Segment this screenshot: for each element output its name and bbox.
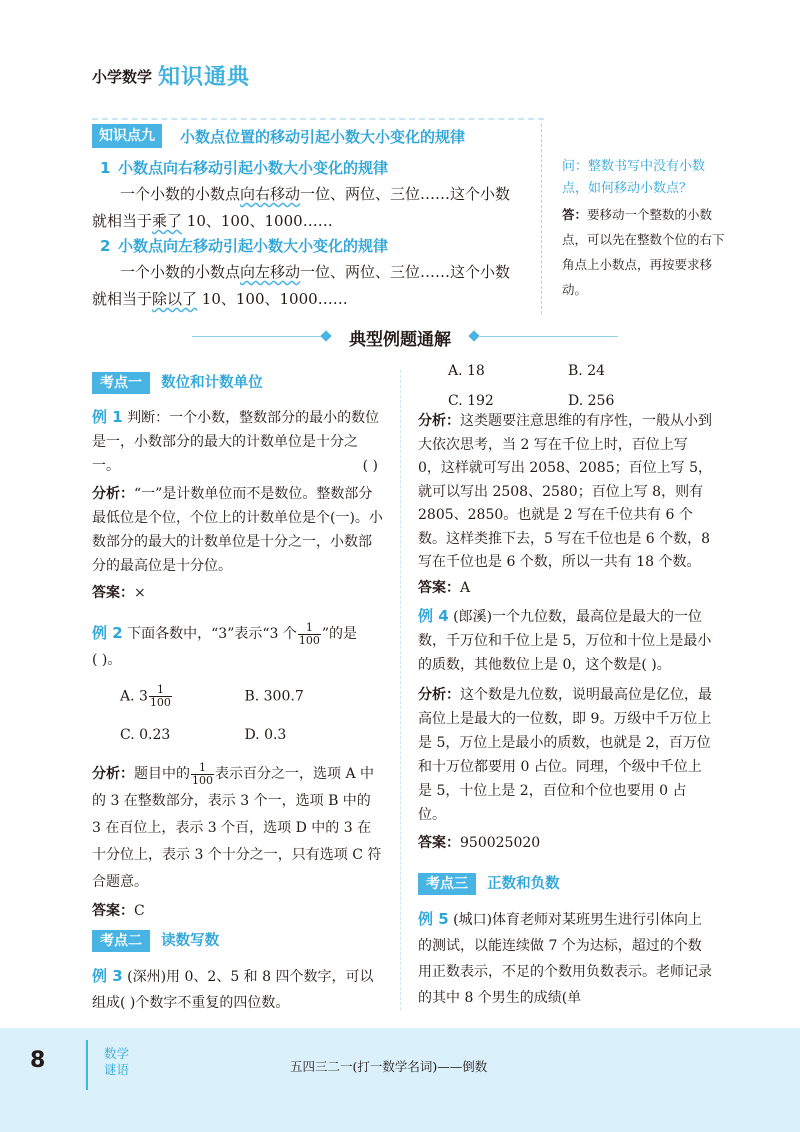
rule-paragraph-1-cont (92, 208, 522, 235)
kaodian-title: 读数写数 (161, 933, 220, 949)
analysis-text: 这个数是九位数，说明最高位是亿位，最高位上是最大的一位数，即 9。万级中千万位上是 5，万位上是最小的质数，也就是 2，百万位和十万位都要用 0 占位。同理，个级中千位上是 5，十位上是 2，百位和个位也要用 0 占位。 (418, 687, 712, 823)
answer-label: 答： (562, 207, 588, 222)
example-label: 例 2 (92, 624, 123, 642)
answer-paren: ( ) (362, 458, 378, 474)
example-3 (92, 963, 384, 1016)
sub-heading-text: 小数点向右移动引起小数大小变化的规律 (118, 159, 389, 177)
sidenote-question: 问：整数书写中没有小数点，如何移动小数点？ (562, 159, 706, 196)
rule-emphasis: 向右移动 (240, 185, 301, 203)
example-text: ”的是 (321, 626, 358, 642)
example-label: 例 5 (418, 910, 449, 928)
option-d: D. 256 (568, 393, 615, 409)
answer-paren: ( )。 (92, 652, 122, 668)
analysis-text: 这类题要注意思维的有序性，一般从小到大依次思考，当 2 写在千位上时，百位上写 0，这样就可写出 2058、2085；百位上写 5，就可以写出 2508、2580；百位上写 8，则有 2805、2850。也就是 2 写在千位共有 6 个数。这样类推下去，5 写在千位也是 6 个数，8 写在千位也是 6 个数，所以一共有 18 个数。 (418, 413, 712, 570)
rule-paragraph-2-cont (92, 286, 522, 313)
options-row-1 (92, 684, 384, 714)
analysis-text: 表示百分之一，选项 A 中的 3 在整数部分，表示 3 个一，选项 B 中的 3 在百位上，表示 3 个百，选项 D 中的 3 在十分位上，表示 3 个十分之一，只有选项 C 符合题意。 (92, 766, 382, 890)
kaodian-1 (92, 371, 263, 394)
answer-label: 答案： (418, 579, 460, 596)
kaodian-title: 数位和计数单位 (161, 375, 263, 391)
options-row-2 (92, 724, 384, 747)
book-brand: 小学数学 (92, 68, 153, 86)
answer-label: 答案： (92, 903, 134, 919)
example-label: 例 1 (92, 408, 123, 426)
example-label: 例 4 (418, 607, 449, 625)
option-b: B. 300.7 (244, 688, 304, 705)
fraction: $\frac{1}{100}$ (298, 620, 320, 647)
footer-riddle: 五四三二一(打一数学名词)——倒数 (290, 1059, 488, 1074)
example-5 (418, 906, 713, 1011)
rule-text: 10、100、1000…… (197, 290, 348, 308)
answer-value: × (134, 585, 146, 601)
rule-text: 一个小数的小数点 (120, 185, 241, 203)
rule-emphasis: 向左移动 (240, 263, 301, 281)
analysis-text: 题目中的 (134, 766, 190, 782)
example-text: (深州)用 0、2、5 和 8 四个数字，可以组成( )个数字不重复的四位数。 (92, 969, 374, 1011)
answer-value: C (134, 903, 145, 919)
rule-text: 10、100、1000…… (182, 212, 333, 230)
rule-paragraph-2 (100, 259, 530, 286)
option-d: D. 0.3 (244, 727, 287, 743)
answer-text: 要移动一个整数的小数点，可以先在整数个位的右下角点上小数点，再按要求移动。 (562, 207, 725, 297)
kaodian-3 (418, 872, 560, 895)
rule-emphasis: 除以了 (152, 290, 198, 308)
knowledge-tag: 知识点九 (92, 124, 162, 148)
answer-label: 答案： (418, 835, 460, 851)
rule-text: 就相当于 (92, 290, 153, 308)
sub-heading-number: 2 (100, 237, 111, 255)
example-3-analysis (418, 410, 713, 600)
sub-heading-number: 1 (100, 159, 111, 177)
footer-label (104, 1046, 129, 1078)
analysis-label: 分析： (418, 687, 460, 703)
kaodian-title: 正数和负数 (487, 876, 560, 892)
rule-paragraph-1 (100, 181, 530, 208)
column-divider (400, 370, 401, 1010)
example-text: 判断：一个小数，整数部分的最小的数位是一，小数部分的最大的计数单位是十分之一。 (92, 410, 380, 474)
example-text: 下面各数中，“3”表示“3 个 (127, 626, 297, 642)
example-label: 例 3 (92, 967, 123, 985)
rule-emphasis: 乘了 (152, 212, 183, 230)
sub-heading-1 (100, 157, 388, 178)
rule-text: 就相当于 (92, 212, 153, 230)
option-a: A. 18 (448, 363, 485, 379)
knowledge-title: 小数点位置的移动引起小数大小变化的规律 (180, 128, 466, 146)
example-2 (92, 618, 384, 923)
answer-value: 950025020 (460, 835, 541, 851)
footer-label-line: 数学 (104, 1046, 130, 1061)
fraction: $\frac{1}{100}$ (192, 760, 213, 787)
example-4 (418, 604, 713, 855)
option-a: A. 3 $\frac{1}{100}$ (120, 683, 171, 709)
diamond-icon (320, 330, 331, 341)
option-c: C. 0.23 (120, 727, 171, 743)
sidenote-answer (562, 202, 730, 302)
rule-text: 一位、两位、三位……这个小数 (300, 185, 511, 203)
option-b: B. 24 (568, 363, 606, 379)
example-text: (城口)体育老师对某班男生进行引体向上的测试，以能连续做 7 个为达标，超过的个数用正数表示，不足的个数用负数表示。老师记录的其中 8 个男生的成绩(单 (418, 912, 712, 1006)
kaodian-tag: 考点一 (92, 372, 150, 394)
answer-value: A (460, 579, 471, 596)
analysis-text: “一”是计数单位而不是数位。整数部分最低位是个位，个位上的计数单位是个(一)。小数部分的最大的计数单位是十分之一，小数部分的最高位是十分位。 (92, 486, 383, 574)
kaodian-tag: 考点三 (418, 873, 476, 895)
kaodian-2 (92, 929, 219, 952)
sub-heading-2 (100, 235, 388, 256)
rule-text: 一个小数的小数点 (120, 263, 241, 281)
analysis-label: 分析： (92, 486, 134, 502)
analysis-label: 分析： (418, 413, 460, 429)
banner-line-left (192, 336, 322, 337)
kaodian-tag: 考点二 (92, 930, 150, 952)
banner-line-right (478, 336, 618, 337)
section-divider (92, 118, 544, 120)
option-c: C. 192 (448, 393, 494, 409)
analysis (92, 761, 384, 896)
banner-title: 典型例题通解 (349, 330, 451, 350)
example-1 (92, 405, 384, 605)
sub-heading-text: 小数点向左移动引起小数大小变化的规律 (118, 237, 389, 255)
analysis-label: 分析： (92, 766, 134, 782)
sidenote-divider (541, 124, 542, 314)
example-text: (郎溪)一个九位数，最高位是最大的一位数，千万位和千位上是 5，万位和十位上是最小的质数，其他数位上是 0，这个数是( )。 (418, 609, 712, 673)
page-footer (0, 1028, 800, 1132)
example-3-options (448, 360, 728, 416)
footer-divider (86, 1040, 88, 1090)
rule-text: 一位、两位、三位……这个小数 (300, 263, 511, 281)
answer-label: 答案： (92, 585, 134, 601)
book-title: 知识通典 (158, 65, 251, 90)
page-number: 8 (30, 1048, 46, 1073)
footer-label-line: 谜语 (104, 1062, 130, 1077)
